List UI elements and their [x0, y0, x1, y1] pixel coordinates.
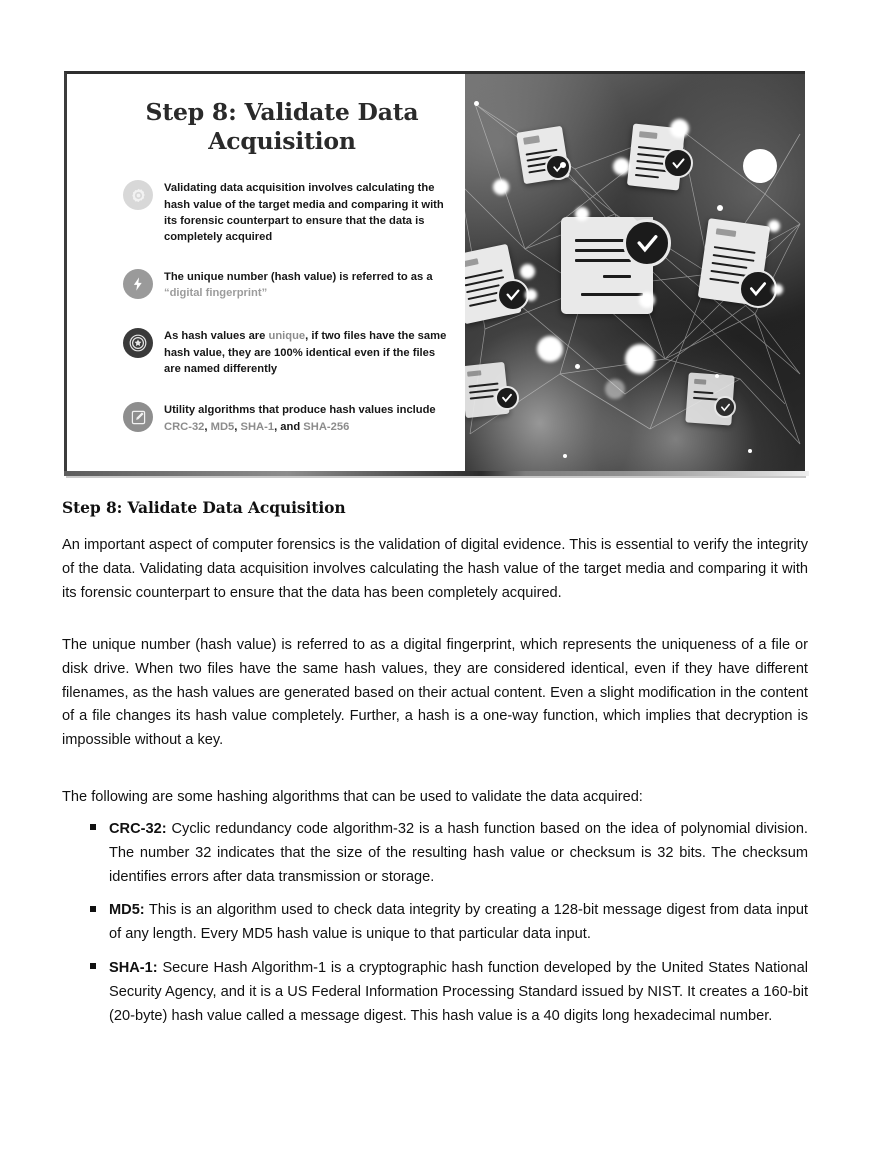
paragraph-1: An important aspect of computer forensics is the validation of digital evidence. This is essential to verify the integrity of the data. Validating data acquisition involves calculating the hash value of the target media and comparing it with its forensic counterpart to ensure that the data has been completely acquired.	[62, 537, 808, 601]
network-node	[563, 454, 567, 458]
check-badge-icon	[495, 386, 519, 410]
check-badge-icon	[545, 154, 571, 180]
slide-title: Step 8: Validate Data Acquisition	[145, 98, 419, 155]
slide-bottom-shadow	[66, 476, 806, 478]
slide-bullet2-line1: The unique number (hash value) is referred to as a	[164, 270, 433, 283]
list-bullet-marker	[62, 899, 109, 923]
list-item	[62, 899, 808, 947]
slide-bullet4-accent-sha256: SHA-256	[303, 420, 350, 433]
slide-bullet-item	[123, 268, 449, 302]
list-item-body: Cyclic redundancy code algorithm-32 is a hash function based on the idea of polynomial division. The number 32 indicates that the size of the resulting hash value or checksum is 32 bits. The checksum identifies errors after data transmission or storage.	[109, 821, 808, 885]
network-node	[605, 379, 625, 399]
check-badge-icon	[714, 396, 736, 418]
paragraph-2: The unique number (hash value) is referred to as a digital fingerprint, which represents the uniqueness of a file or disk drive. When two files have the same hash values, they are considered identical, even if they have different filenames, as the hash values are generated based on their actual content. Even a slight modification in the content of a file changes its hash value completely. Further, a hash is a one-way function, which implies that decryption is impossible without a key.	[62, 637, 808, 749]
gear-icon	[123, 180, 153, 210]
list-bullet-marker	[62, 957, 109, 981]
slide-bullet-text	[164, 327, 449, 377]
slide-bullet3-post: , if two files have the same hash value, they are 100% identical even if the files are named differently	[164, 330, 447, 376]
lightning-bolt-icon	[123, 269, 153, 299]
list-item-text	[109, 899, 808, 947]
network-node	[575, 207, 589, 221]
slide-image-panel	[465, 74, 805, 471]
paragraph-3: The following are some hashing algorithms that can be used to validate the data acquired:	[62, 789, 643, 805]
check-badge-icon-main	[623, 219, 671, 267]
network-node	[768, 220, 780, 232]
network-node	[715, 374, 719, 378]
slide-bullet-text	[164, 268, 433, 302]
slide-bullet4-sep3: , and	[274, 420, 304, 433]
network-node	[748, 449, 752, 453]
slide-bullet3-accent: unique	[268, 330, 306, 343]
network-node	[639, 292, 655, 308]
list-item	[62, 957, 808, 1028]
slide-bullet4-sep1: ,	[204, 420, 211, 433]
list-item-body: Secure Hash Algorithm-1 is a cryptographic hash function developed by the United States National Security Agency, and it is a US Federal Information Processing Standard issued by NIST. It creates a 160-bit (20-byte) hash value called a message digest. This hash value is a 40 digits long hexadecimal number.	[109, 959, 808, 1024]
list-item-term: SHA-1:	[109, 959, 158, 976]
slide-bullet4-accent-sha1: SHA-1	[240, 420, 275, 433]
list-item-term: CRC-32:	[109, 821, 167, 837]
network-node	[743, 149, 777, 183]
list-item-text	[109, 957, 808, 1028]
slide-bullet-text	[164, 401, 449, 435]
slide-bullet-list	[123, 179, 449, 435]
list-bullet-marker	[62, 818, 109, 842]
list-item-text	[109, 818, 808, 889]
list-item-term: MD5:	[109, 902, 145, 919]
hash-algorithm-list	[62, 818, 808, 1038]
slide-bullet4-accent-md5: MD5	[210, 420, 235, 433]
edit-pencil-icon	[123, 402, 153, 432]
badge-star-icon	[123, 328, 153, 358]
network-node	[537, 336, 563, 362]
slide-text-panel	[67, 74, 465, 471]
slide-bullet4-pre: Utility algorithms that produce hash values include	[164, 404, 436, 417]
slide-bullet-item	[123, 401, 449, 435]
slide-bullet4-accent-crc32: CRC-32	[164, 420, 205, 433]
slide-bullet4-sep2: ,	[234, 420, 241, 433]
slide-bullet3-pre: As hash values are	[164, 330, 269, 343]
document-icons-group	[465, 74, 805, 471]
network-node	[625, 344, 655, 374]
slide-figure	[64, 71, 805, 476]
slide-bullet-item	[123, 327, 449, 377]
network-node	[717, 205, 723, 211]
presentation-slide	[64, 71, 805, 471]
slide-bullet-text: Validating data acquisition involves calculating the hash value of the target media and comparing it with its forensic counterpart to ensure that the data is completely acquired	[164, 182, 444, 244]
list-item-body: This is an algorithm used to check data integrity by creating a 128-bit message digest from data input of any length. Every MD5 hash value is unique to that particular data input.	[109, 902, 808, 943]
network-node	[520, 264, 535, 279]
list-item	[62, 818, 808, 889]
network-node	[772, 284, 783, 295]
slide-bullet-item	[123, 179, 449, 245]
network-node	[670, 119, 689, 138]
slide-bullet2-accent: “digital fingerprint”	[164, 287, 268, 300]
network-node	[474, 101, 479, 106]
network-node	[575, 364, 580, 369]
network-node	[613, 158, 630, 175]
network-node	[525, 289, 537, 301]
section-heading: Step 8: Validate Data Acquisition	[62, 498, 346, 517]
network-node	[493, 179, 509, 195]
check-badge-icon	[663, 148, 693, 178]
network-node	[560, 162, 566, 168]
